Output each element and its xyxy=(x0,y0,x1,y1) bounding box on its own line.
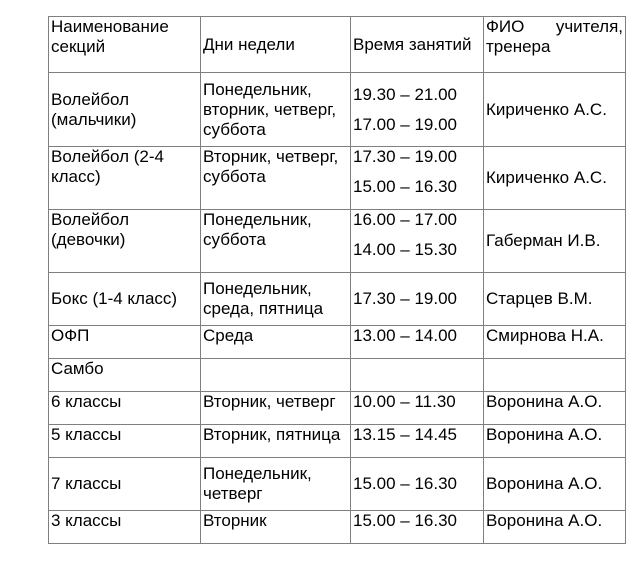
cell-text: 17.00 – 19.00 xyxy=(353,114,457,134)
cell-time xyxy=(351,273,484,326)
cell-text: Волейбол xyxy=(51,210,130,229)
header-teacher-line: тренера xyxy=(486,37,551,56)
cell-text: 15.00 – 16.30 xyxy=(353,511,457,530)
cell-time xyxy=(351,147,484,210)
cell-text: Воронина А.О. xyxy=(486,474,603,493)
cell-text: суббота xyxy=(203,230,266,249)
cell-section xyxy=(49,210,201,273)
cell-text: суббота xyxy=(203,167,266,186)
cell-text: ОФП xyxy=(51,326,90,345)
cell-text: Воронина А.О. xyxy=(486,425,603,444)
cell-text: Бокс (1-4 класс) xyxy=(51,289,178,308)
cell-text: Смирнова Н.А. xyxy=(486,326,604,345)
cell-time xyxy=(351,73,484,147)
cell-text: Волейбол (2-4 xyxy=(51,147,164,166)
cell-text: 13.00 – 14.00 xyxy=(353,326,457,345)
cell-teacher xyxy=(484,511,626,544)
table-row xyxy=(49,326,626,359)
header-section-line: Наименование xyxy=(51,17,169,36)
cell-text: Среда xyxy=(203,326,254,345)
cell-text: Воронина А.О. xyxy=(486,392,603,411)
header-teacher-word: учителя, xyxy=(555,17,623,36)
header-days xyxy=(201,17,351,73)
cell-section xyxy=(49,392,201,425)
cell-teacher xyxy=(484,458,626,511)
cell-text: Волейбол xyxy=(51,89,130,109)
cell-text: Габерман И.В. xyxy=(486,231,601,250)
cell-days xyxy=(201,359,351,392)
cell-teacher xyxy=(484,73,626,147)
header-time-label: Время занятий xyxy=(353,34,472,54)
cell-section xyxy=(49,273,201,326)
cell-text: Старцев В.М. xyxy=(486,289,593,308)
cell-teacher xyxy=(484,425,626,458)
schedule-table xyxy=(48,16,626,544)
cell-section xyxy=(49,425,201,458)
cell-teacher xyxy=(484,210,626,273)
cell-teacher xyxy=(484,147,626,210)
table-row xyxy=(49,425,626,458)
cell-teacher xyxy=(484,326,626,359)
cell-teacher xyxy=(484,273,626,326)
cell-days xyxy=(201,147,351,210)
cell-text: Самбо xyxy=(51,359,104,378)
cell-time xyxy=(351,392,484,425)
table-row xyxy=(49,210,626,273)
cell-section xyxy=(49,511,201,544)
cell-section xyxy=(49,326,201,359)
header-section-line: секций xyxy=(51,37,106,56)
cell-section xyxy=(49,359,201,392)
cell-text: Воронина А.О. xyxy=(486,511,603,530)
cell-text: 10.00 – 11.30 xyxy=(353,392,456,411)
cell-days xyxy=(201,73,351,147)
table-row xyxy=(49,458,626,511)
cell-text: Понедельник, xyxy=(203,210,312,229)
cell-text: Вторник, пятница xyxy=(203,425,341,444)
cell-text: Понедельник, xyxy=(203,464,312,483)
cell-text: класс) xyxy=(51,167,101,186)
cell-text: (девочки) xyxy=(51,230,126,249)
table-row xyxy=(49,511,626,544)
cell-days xyxy=(201,458,351,511)
cell-text: четверг xyxy=(203,484,263,503)
cell-text: 15.00 – 16.30 xyxy=(353,474,457,493)
table-row xyxy=(49,147,626,210)
cell-section xyxy=(49,73,201,147)
cell-text: 17.30 – 19.00 xyxy=(353,289,457,308)
table-row xyxy=(49,273,626,326)
cell-text: 6 классы xyxy=(51,392,122,411)
cell-text: 3 классы xyxy=(51,511,122,530)
header-days-label: Дни недели xyxy=(203,34,295,54)
cell-teacher xyxy=(484,392,626,425)
cell-time xyxy=(351,359,484,392)
cell-time xyxy=(351,458,484,511)
cell-text: 17.30 – 19.00 xyxy=(353,147,457,166)
cell-days xyxy=(201,511,351,544)
cell-text: Понедельник, xyxy=(203,79,312,99)
cell-text: 14.00 – 15.30 xyxy=(353,240,457,259)
table-header-row xyxy=(49,17,626,73)
cell-text: суббота xyxy=(203,119,266,139)
cell-days xyxy=(201,326,351,359)
header-teacher xyxy=(484,17,626,73)
cell-days xyxy=(201,210,351,273)
cell-time xyxy=(351,511,484,544)
cell-text: 16.00 – 17.00 xyxy=(353,210,457,229)
table-row xyxy=(49,392,626,425)
cell-text: 5 классы xyxy=(51,425,122,444)
cell-days xyxy=(201,273,351,326)
header-teacher-word: ФИО xyxy=(486,17,525,36)
cell-time xyxy=(351,326,484,359)
cell-text: Понедельник, xyxy=(203,279,312,298)
cell-teacher xyxy=(484,359,626,392)
cell-section xyxy=(49,147,201,210)
header-section xyxy=(49,17,201,73)
cell-text: Кириченко А.С. xyxy=(486,168,607,187)
table-row xyxy=(49,359,626,392)
table-row xyxy=(49,73,626,147)
cell-text: Кириченко А.С. xyxy=(486,99,607,119)
cell-text: 7 классы xyxy=(51,474,122,493)
cell-text: Вторник xyxy=(203,511,267,530)
cell-time xyxy=(351,210,484,273)
cell-text: Вторник, четверг, xyxy=(203,147,339,166)
cell-text: 19.30 – 21.00 xyxy=(353,84,457,104)
cell-text: 15.00 – 16.30 xyxy=(353,177,457,196)
cell-days xyxy=(201,425,351,458)
cell-time xyxy=(351,425,484,458)
cell-days xyxy=(201,392,351,425)
cell-text: 13.15 – 14.45 xyxy=(353,425,457,444)
header-time xyxy=(351,17,484,73)
cell-text: (мальчики) xyxy=(51,109,137,129)
cell-text: среда, пятница xyxy=(203,299,324,318)
cell-section xyxy=(49,458,201,511)
cell-text: вторник, четверг, xyxy=(203,99,337,119)
cell-text: Вторник, четверг xyxy=(203,392,336,411)
